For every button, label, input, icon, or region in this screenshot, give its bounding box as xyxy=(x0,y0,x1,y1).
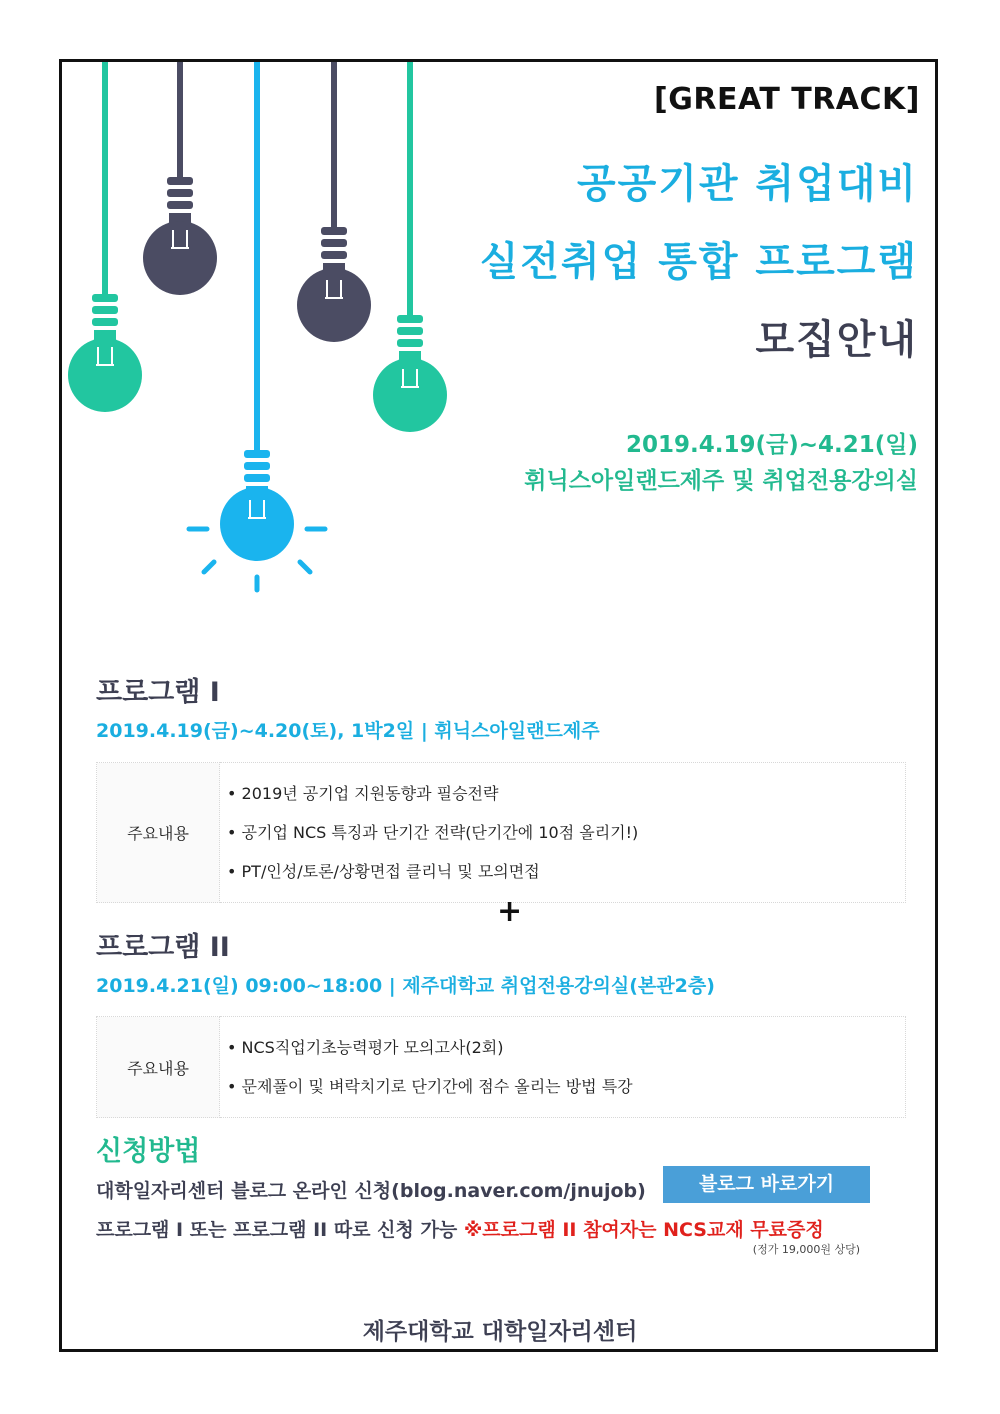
program1-heading: 프로그램 I xyxy=(96,677,220,708)
program2-heading: 프로그램 II xyxy=(96,932,230,963)
program-tag: [GREAT TRACK] xyxy=(654,82,920,117)
event-venue: 휘닉스아일랜드제주 및 취업전용강의실 xyxy=(524,468,918,494)
program2-items xyxy=(221,1018,904,1116)
list-item: • 2019년 공기업 지원동향과 필승전략 xyxy=(227,774,904,813)
apply-option-text: 프로그램 I 또는 프로그램 II 따로 신청 가능 xyxy=(96,1219,458,1241)
program1-items xyxy=(221,764,904,901)
light-bulb-icon xyxy=(143,62,217,295)
apply-note xyxy=(96,1215,824,1242)
title-line-2: 실전취업 통합 프로그램 xyxy=(479,239,918,285)
title-line-3: 모집안내 xyxy=(755,317,918,363)
program2-detail: 2019.4.21(일) 09:00~18:00 | 제주대학교 취업전용강의실(본관2층) xyxy=(96,975,715,997)
light-bulb-icon xyxy=(68,62,142,412)
light-bulbs-illustration xyxy=(62,62,482,622)
light-bulb-icon xyxy=(373,62,447,432)
list-item: • 공기업 NCS 특징과 단기간 전략(단기간에 10점 올리기!) xyxy=(227,813,904,852)
organizer-footer: 제주대학교 대학일자리센터 xyxy=(362,1319,638,1345)
program1-detail: 2019.4.19(금)~4.20(토), 1박2일 | 휘닉스아일랜드제주 xyxy=(96,720,600,742)
plus-sign: + xyxy=(497,894,523,929)
list-item: • 문제풀이 및 벼락치기로 단기간에 점수 올리는 방법 특강 xyxy=(227,1067,904,1106)
free-textbook-notice: ※프로그램 II 참여자는 NCS교재 무료증정 xyxy=(463,1219,824,1241)
program2-label: 주요내용 xyxy=(97,1017,220,1118)
title-line-1: 공공기관 취업대비 xyxy=(576,161,918,207)
blog-link-button[interactable]: 블로그 바로가기 xyxy=(663,1166,870,1203)
price-note: (정가 19,000원 상당) xyxy=(752,1243,860,1256)
event-date: 2019.4.19(금)~4.21(일) xyxy=(625,432,918,458)
apply-heading: 신청방법 xyxy=(96,1136,201,1167)
program1-label: 주요내용 xyxy=(97,763,220,903)
apply-instructions: 대학일자리센터 블로그 온라인 신청(blog.naver.com/jnujob) xyxy=(96,1180,646,1202)
list-item: • NCS직업기초능력평가 모의고사(2회) xyxy=(227,1028,904,1067)
light-bulb-icon xyxy=(297,62,371,342)
program1-table xyxy=(96,762,906,903)
list-item: • PT/인성/토론/상황면접 클리닉 및 모의면접 xyxy=(227,852,904,891)
program2-table xyxy=(96,1016,906,1118)
